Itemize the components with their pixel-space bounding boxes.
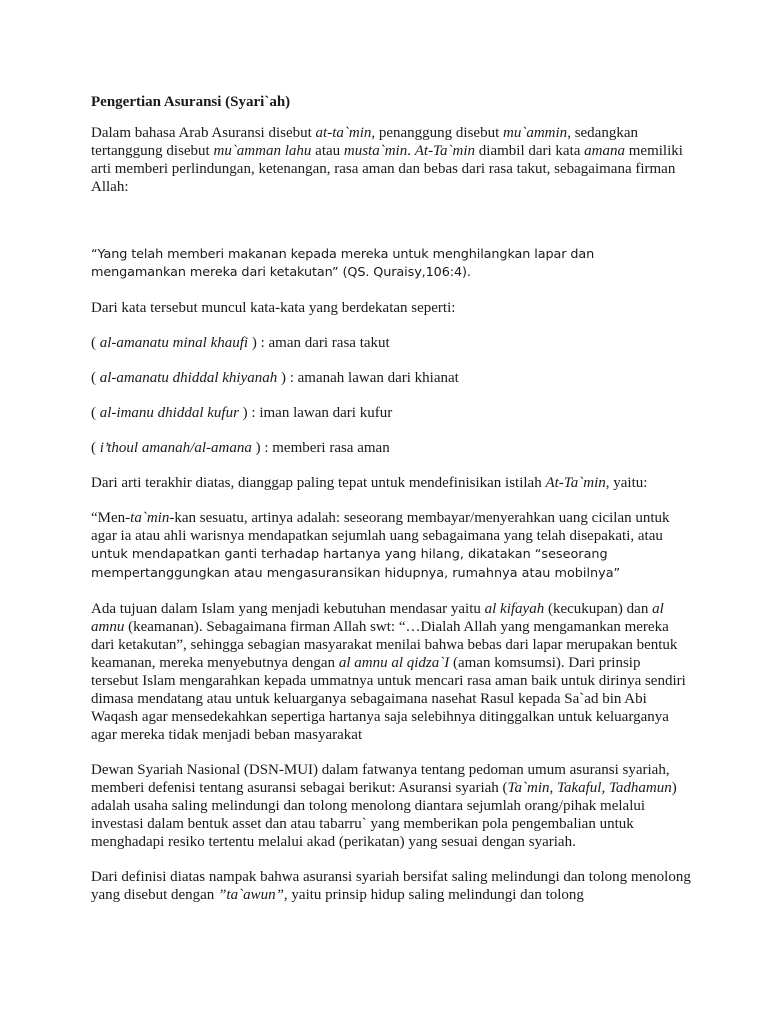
term: al-imanu dhiddal kufur (99, 405, 239, 421)
text: ) : aman dari rasa takut (248, 335, 390, 351)
term-item (91, 369, 691, 387)
text: ) : memberi rasa aman (251, 440, 390, 456)
text: (aman komsumsi). Dari prinsip tersebut Islam mengarahkan kepada ummatnya untuk mencari rasa aman baik untuk dirinya sendiri dimasa mendatang atau untuk keluarganya sebagaimana nasehat Rasul kepada Sa`ad bin Abi Waqash agar mensedekahkan sepertiga hartanya saja selebihnya ditinggalkan untuk keluarganya agar mereka tidak menjadi beban masyarakat (91, 655, 686, 743)
paragraph-islam-goals (91, 600, 691, 744)
term-item (91, 404, 691, 422)
paragraph-intro-terms: Dari kata tersebut muncul kata-kata yang berdekatan seperti: (91, 300, 456, 316)
term: Ta`min, Takaful, Tadhamun (507, 780, 672, 796)
text: , yaitu prinsip hidup saling melindungi dan tolong (283, 887, 584, 903)
term: al-amanatu dhiddal khiyanah (99, 370, 278, 386)
text: Ada tujuan dalam Islam yang menjadi kebutuhan mendasar yaitu (91, 601, 485, 617)
paragraph-definition (91, 124, 691, 196)
text: , sedangkan tertanggung disebut (91, 125, 638, 159)
text: -kan sesuatu, artinya adalah: seseorang membayar/menyerahkan uang cicilan untuk agar ia atau ahli warisnya mendapatkan sejumlah uang sebagaimana yang telah disepakati, atau (91, 510, 670, 544)
document-title: Pengertian Asuransi (Syari`ah) (91, 94, 291, 110)
text: atau (311, 143, 344, 159)
paragraph-conclusion (91, 868, 691, 904)
text: memiliki arti memberi perlindungan, ketenangan, rasa aman dan bebas dari rasa takut, sebagaimana firman Allah: (91, 143, 683, 195)
term: At-Ta`min (545, 475, 606, 491)
term: ”ta`awun” (218, 887, 284, 903)
document-page (91, 93, 691, 921)
text: ( (91, 335, 100, 351)
paragraph-dsn-mui (91, 761, 691, 851)
text: ( (91, 405, 100, 421)
term: amana (584, 143, 626, 159)
term: at-ta`min (315, 125, 372, 141)
text: (kecukupan) dan (544, 601, 653, 617)
text: , yaitu: (605, 475, 648, 491)
text: ( (91, 370, 100, 386)
text: (keamanan). Sebagaimana firman Allah swt: “…Dialah Allah yang mengamankan mereka dari ketakutan”, sehingga sebagian masyarakat menilai bahwa bebas dari lapar merupakan bentuk keamanan, mereka menyebutnya dengan (91, 619, 678, 671)
term-item (91, 439, 691, 457)
term: ta`min (130, 510, 170, 526)
text: Dalam bahasa Arab Asuransi disebut (91, 125, 316, 141)
term: al kifayah (484, 601, 545, 617)
term: musta`min (343, 143, 408, 159)
text: ) adalah usaha saling melindungi dan tolong menolong diantara sejumlah orang/pihak melalui investasi dalam bentuk asset dan atau tabarru` yang memberikan pola pengembalian untuk menghadapi resiko tertentu melalui akad (perikatan) yang sesuai dengan syariah. (91, 780, 677, 850)
text: ) : iman lawan dari kufur (238, 405, 393, 421)
paragraph-definition-choice (91, 474, 691, 492)
term: al-amanatu minal khaufi (99, 335, 249, 351)
text: untuk mendapatkan ganti terhadap hartanya yang hilang, dikatakan “seseorang mempertanggungkan atau mengasuransikan hidupnya, rumahnya atau mobilnya” (91, 547, 621, 581)
text: . (407, 143, 415, 159)
quran-quote: “Yang telah memberi makanan kepada mereka untuk menghilangkan lapar dan mengamankan mereka dari ketakutan” (QS. Quraisy,106:4). (91, 247, 595, 280)
term: al amnu (91, 601, 664, 635)
term: mu`ammin (503, 125, 568, 141)
term: At-Ta`min (414, 143, 476, 159)
term-item (91, 334, 691, 352)
text: , penanggung disebut (371, 125, 504, 141)
text: ( (91, 440, 100, 456)
term: al amnu al qidza`I (338, 655, 450, 671)
text: Dari definisi diatas nampak bahwa asuransi syariah bersifat saling melindungi dan tolong menolong yang disebut dengan (91, 869, 691, 903)
term: i’thoul amanah/al-amana (99, 440, 252, 456)
term: mu`amman lahu (213, 143, 312, 159)
text: Dewan Syariah Nasional (DSN-MUI) dalam fatwanya tentang pedoman umum asuransi syariah, memberi defenisi tentang asuransi sebagai berikut: Asuransi syariah ( (91, 762, 670, 796)
text: diambil dari kata (475, 143, 585, 159)
text: “Men- (91, 510, 131, 526)
text: Dari arti terakhir diatas, dianggap paling tepat untuk mendefinisikan istilah (91, 475, 546, 491)
paragraph-tamin-meaning (91, 509, 691, 583)
text: ) : amanah lawan dari khianat (277, 370, 459, 386)
